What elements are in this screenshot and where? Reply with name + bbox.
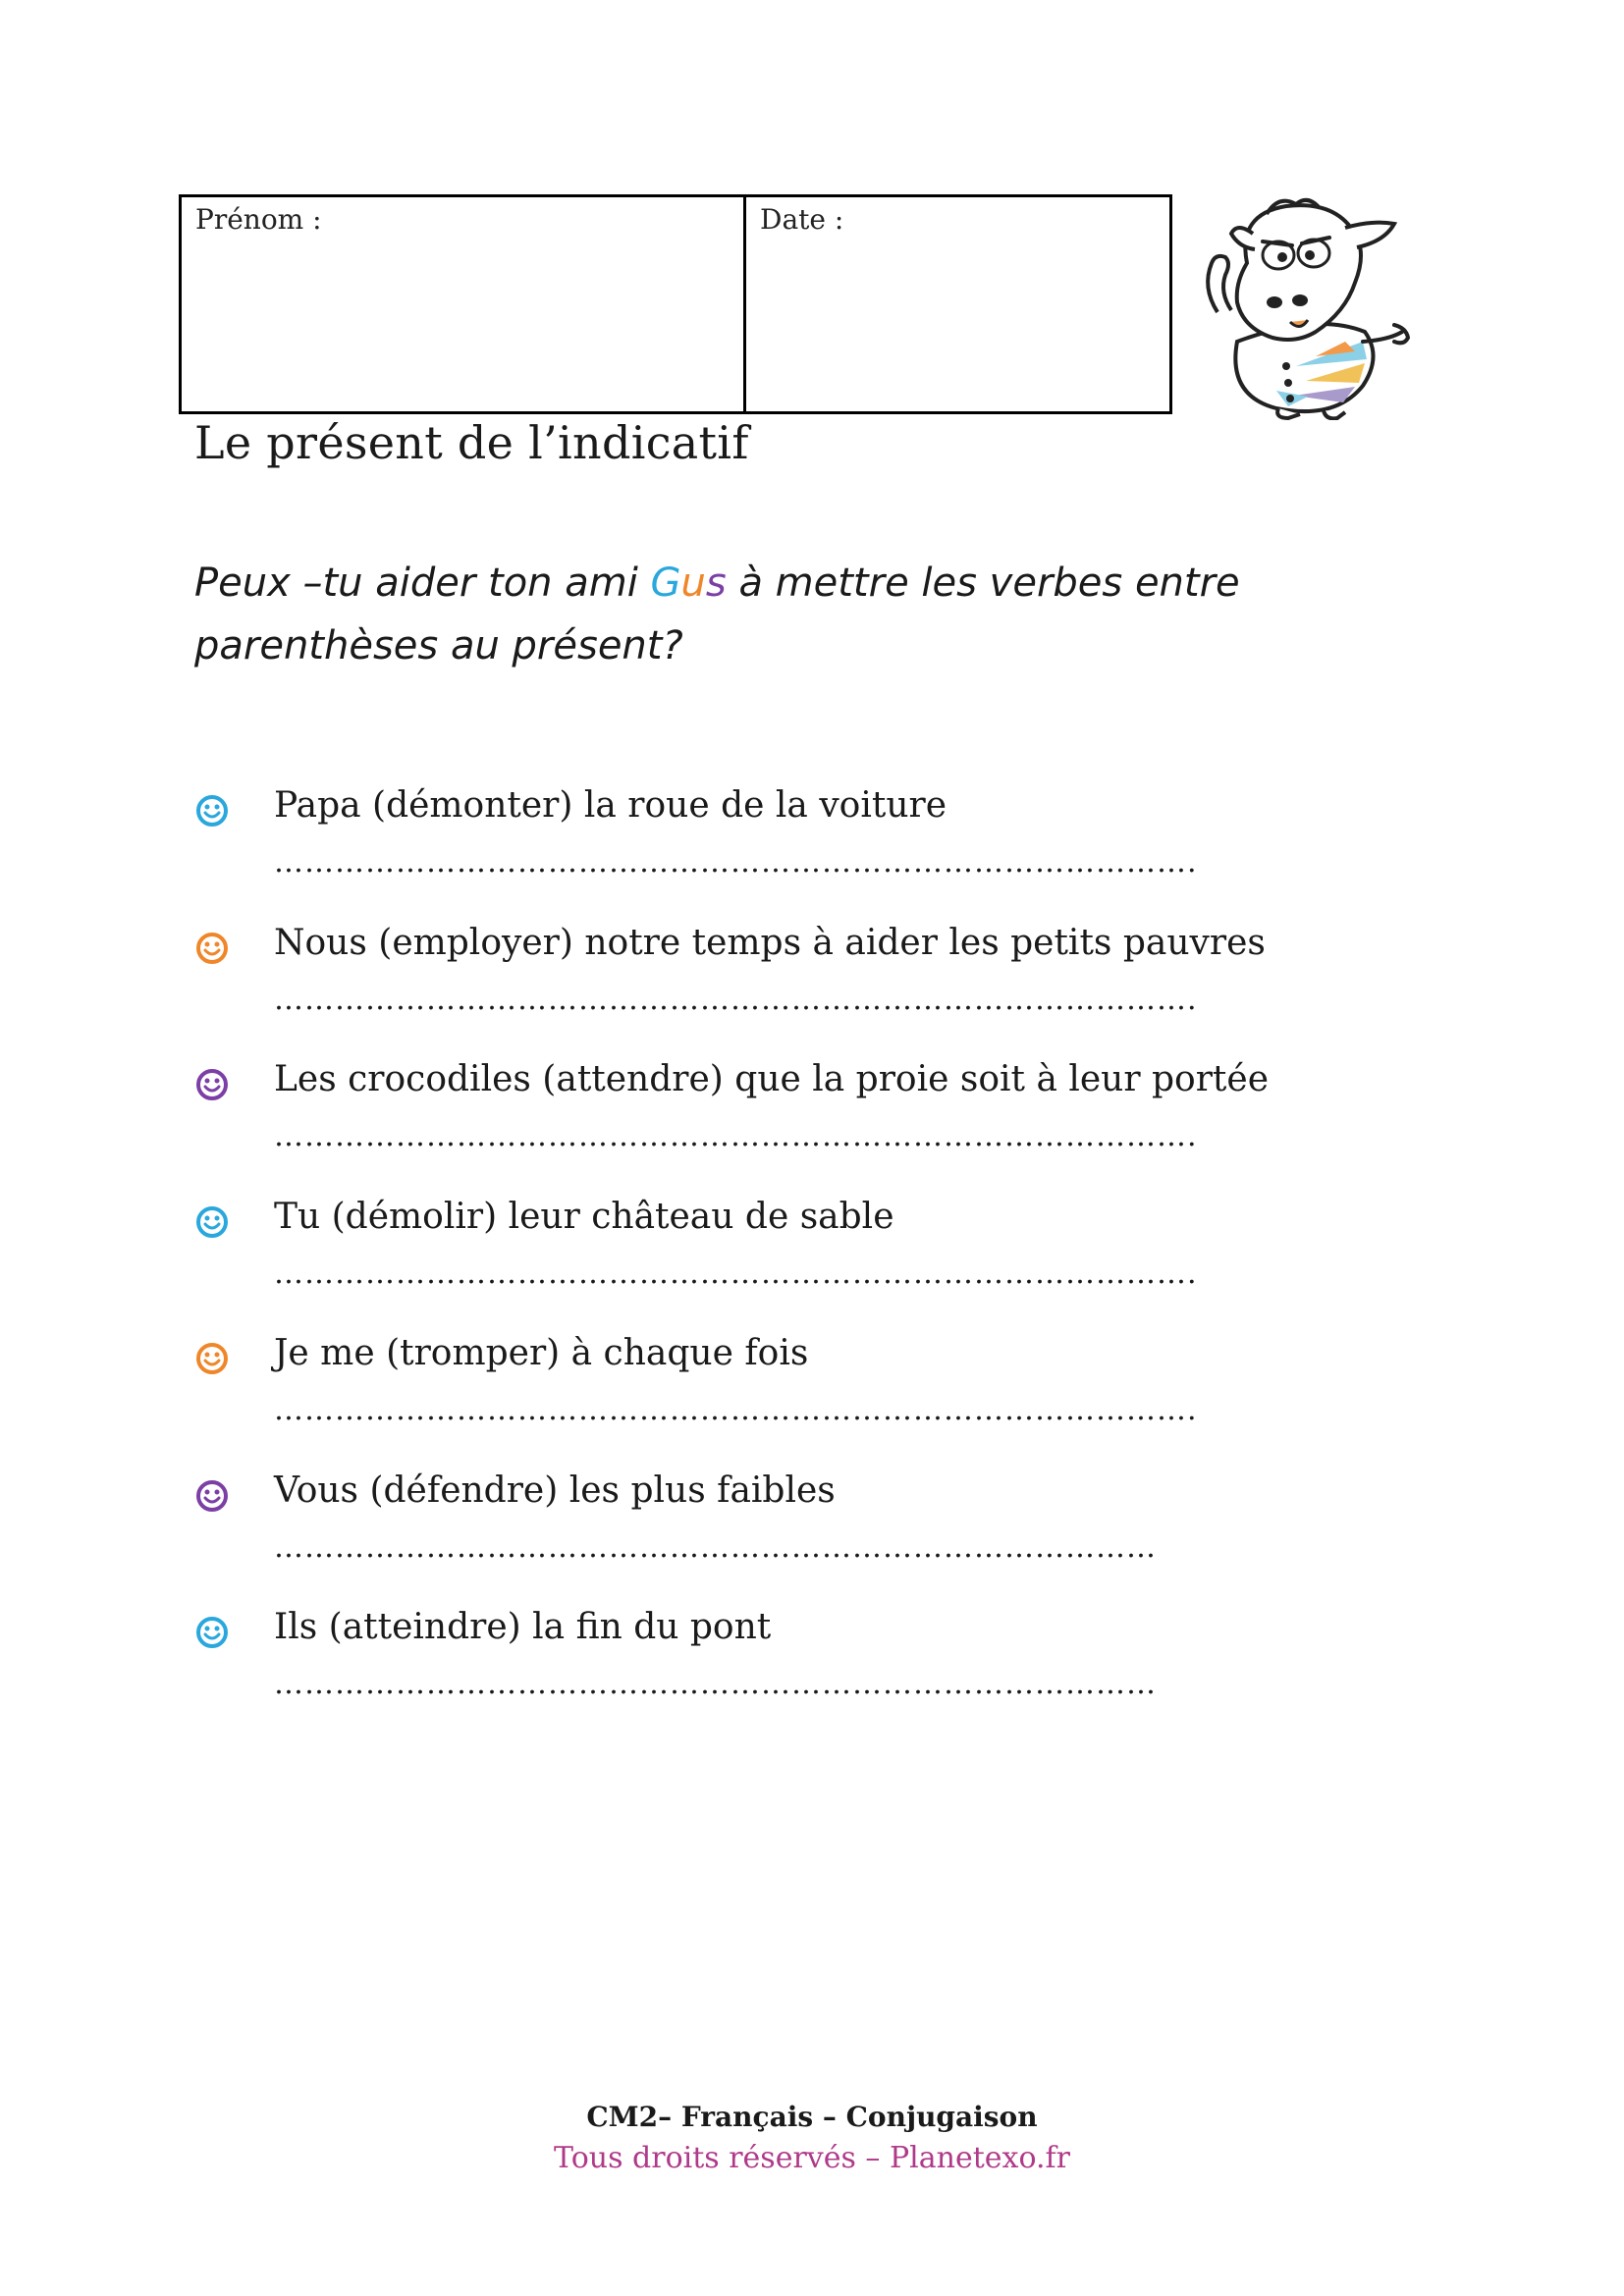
instruction-before: Peux –tu aider ton ami (194, 561, 651, 606)
gus-letter-u: u (680, 561, 706, 606)
prenom-field[interactable] (182, 197, 746, 411)
answer-line[interactable]: ………………………………………………………………………………. (274, 1120, 1198, 1153)
instruction-after: à mettre les verbes entre parenthèses au présent? (194, 561, 1240, 668)
exercise-sentence: Papa (démonter) la roue de la voiture (274, 785, 947, 826)
exercise-item (0, 1187, 1624, 1324)
smiley-icon (196, 1480, 228, 1512)
exercise-list (0, 775, 1624, 1735)
name-date-box (179, 194, 1172, 414)
exercise-item (0, 1597, 1624, 1735)
date-field[interactable] (746, 197, 1169, 411)
exercise-item (0, 913, 1624, 1050)
footer-subject: CM2– Français – Conjugaison (586, 2101, 1038, 2133)
exercise-sentence: Je me (tromper) à chaque fois (274, 1333, 809, 1373)
page-title: Le présent de l’indicatif (194, 416, 749, 469)
exercise-sentence: Tu (démolir) leur château de sable (274, 1196, 894, 1237)
smiley-icon (196, 795, 228, 827)
gus-letter-s: s (705, 561, 727, 606)
answer-line[interactable]: ………………………………………………………………………………. (274, 983, 1198, 1017)
exercise-sentence: Vous (défendre) les plus faibles (274, 1469, 836, 1511)
answer-line[interactable]: …………………………………………………………………………… (274, 1668, 1157, 1701)
date-label: Date : (760, 203, 844, 236)
smiley-icon (196, 1069, 228, 1100)
footer (0, 2101, 1624, 2175)
smiley-icon (196, 1343, 228, 1374)
exercise-item (0, 1461, 1624, 1598)
footer-copyright: Tous droits réservés – Planetexo.fr (554, 2141, 1070, 2175)
sheep-mascot-icon (1198, 194, 1414, 420)
answer-line[interactable]: ………………………………………………………………………………. (274, 846, 1198, 880)
smiley-icon (196, 1206, 228, 1238)
smiley-icon (196, 1617, 228, 1648)
exercise-item (0, 1049, 1624, 1187)
gus-letter-g: G (650, 561, 681, 606)
answer-line[interactable]: ………………………………………………………………………………. (274, 1394, 1198, 1427)
exercise-sentence: Les crocodiles (attendre) que la proie soit à leur portée (274, 1059, 1270, 1099)
answer-line[interactable]: …………………………………………………………………………… (274, 1530, 1157, 1565)
answer-line[interactable]: ………………………………………………………………………………. (274, 1256, 1198, 1291)
exercise-sentence: Nous (employer) notre temps à aider les petits pauvres (274, 922, 1266, 963)
instruction-text (194, 552, 1353, 677)
prenom-label: Prénom : (195, 203, 322, 236)
exercise-item (0, 775, 1624, 913)
smiley-icon (196, 933, 228, 964)
exercise-sentence: Ils (atteindre) la fin du pont (274, 1607, 772, 1647)
exercise-item (0, 1323, 1624, 1461)
